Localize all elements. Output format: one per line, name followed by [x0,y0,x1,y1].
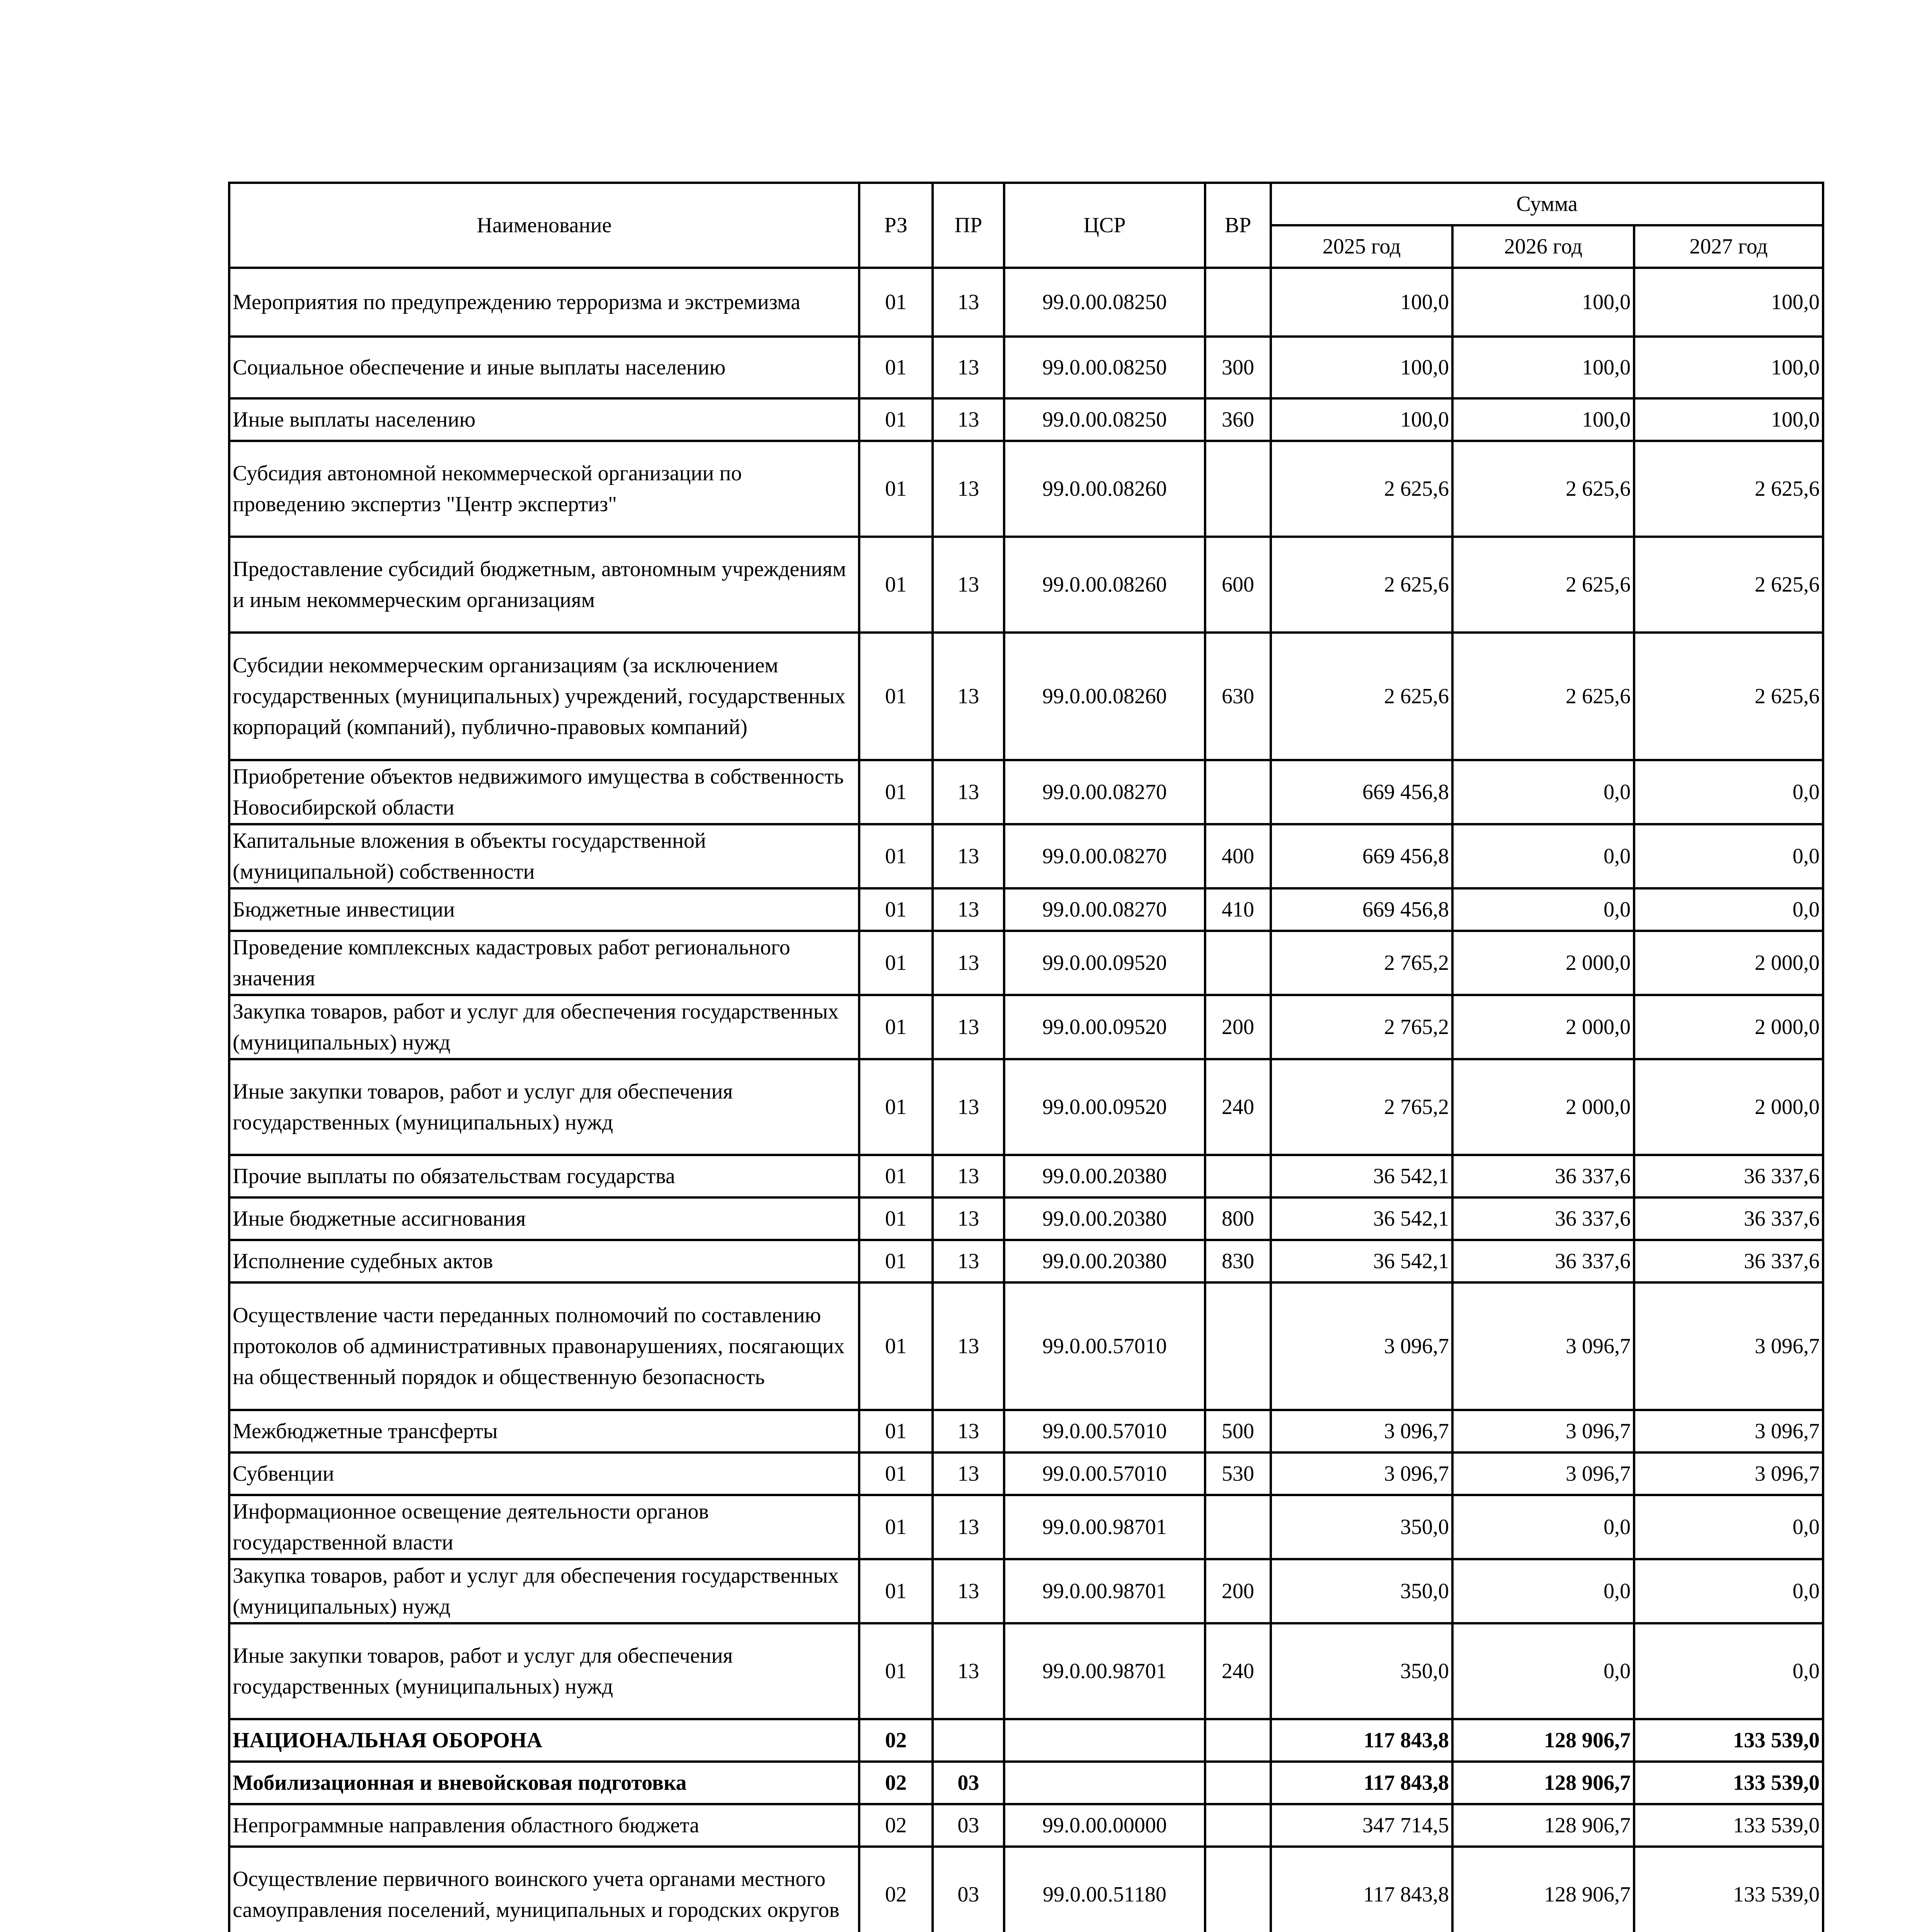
cell-2027: 133 539,0 [1634,1719,1823,1762]
cell-vr: 600 [1205,537,1271,633]
cell-csr: 99.0.00.20380 [1004,1197,1205,1240]
cell-2026: 0,0 [1452,888,1634,931]
cell-vr: 530 [1205,1452,1271,1495]
header-year-2025: 2025 год [1271,225,1452,268]
cell-2026: 3 096,7 [1452,1410,1634,1452]
cell-rz: 01 [859,824,933,888]
budget-table [228,182,1824,1932]
table-row [229,1762,1823,1804]
cell-vr: 630 [1205,633,1271,760]
cell-csr: 99.0.00.08250 [1004,268,1205,337]
cell-rz: 01 [859,1559,933,1623]
cell-rz: 02 [859,1847,933,1932]
cell-vr: 410 [1205,888,1271,931]
header-csr: ЦСР [1004,183,1205,268]
cell-vr: 200 [1205,1559,1271,1623]
table-row [229,1804,1823,1847]
cell-2026: 100,0 [1452,268,1634,337]
cell-csr: 99.0.00.08260 [1004,441,1205,537]
cell-name: Межбюджетные трансферты [229,1410,859,1452]
cell-vr: 200 [1205,995,1271,1059]
cell-csr: 99.0.00.20380 [1004,1240,1205,1282]
cell-vr [1205,760,1271,824]
cell-rz: 01 [859,760,933,824]
cell-name: Закупка товаров, работ и услуг для обеспечения государственных (муниципальных) нужд [229,995,859,1059]
cell-2026: 2 000,0 [1452,1059,1634,1155]
cell-2027: 2 000,0 [1634,1059,1823,1155]
cell-2026: 0,0 [1452,760,1634,824]
cell-2027: 3 096,7 [1634,1452,1823,1495]
cell-2027: 3 096,7 [1634,1282,1823,1410]
cell-name: Прочие выплаты по обязательствам государства [229,1155,859,1197]
cell-pr: 13 [933,1059,1004,1155]
cell-2027: 100,0 [1634,337,1823,398]
cell-2025: 36 542,1 [1271,1197,1452,1240]
cell-2025: 100,0 [1271,398,1452,441]
cell-csr: 99.0.00.98701 [1004,1495,1205,1559]
table-row [229,824,1823,888]
cell-2027: 0,0 [1634,760,1823,824]
cell-pr: 03 [933,1762,1004,1804]
cell-2027: 2 625,6 [1634,537,1823,633]
cell-csr: 99.0.00.08250 [1004,337,1205,398]
cell-2026: 2 625,6 [1452,441,1634,537]
cell-name: Исполнение судебных актов [229,1240,859,1282]
cell-2027: 0,0 [1634,1495,1823,1559]
cell-rz: 01 [859,995,933,1059]
cell-2027: 100,0 [1634,268,1823,337]
cell-pr: 13 [933,824,1004,888]
cell-csr: 99.0.00.08270 [1004,888,1205,931]
cell-rz: 01 [859,633,933,760]
cell-rz: 01 [859,268,933,337]
cell-2026: 128 906,7 [1452,1762,1634,1804]
cell-rz: 02 [859,1804,933,1847]
cell-name: Осуществление первичного воинского учета органами местного самоуправления поселений, муниципальных и городских округов [229,1847,859,1932]
cell-pr: 13 [933,1623,1004,1719]
cell-pr: 03 [933,1847,1004,1932]
cell-rz: 01 [859,398,933,441]
cell-rz: 01 [859,1410,933,1452]
cell-2026: 0,0 [1452,1559,1634,1623]
cell-vr: 300 [1205,337,1271,398]
cell-csr: 99.0.00.98701 [1004,1559,1205,1623]
cell-2026: 100,0 [1452,337,1634,398]
cell-rz: 02 [859,1719,933,1762]
cell-2027: 36 337,6 [1634,1197,1823,1240]
cell-2026: 3 096,7 [1452,1452,1634,1495]
cell-name: Субсидия автономной некоммерческой организации по проведению экспертиз "Центр экспертиз" [229,441,859,537]
cell-vr [1205,268,1271,337]
table-row [229,1240,1823,1282]
cell-2027: 133 539,0 [1634,1762,1823,1804]
cell-2025: 2 765,2 [1271,1059,1452,1155]
cell-pr: 13 [933,888,1004,931]
table-row [229,441,1823,537]
cell-2025: 117 843,8 [1271,1847,1452,1932]
cell-vr: 400 [1205,824,1271,888]
cell-name: Осуществление части переданных полномочий по составлению протоколов об административных правонарушениях, посягающих на общественный порядок и общественную безопасность [229,1282,859,1410]
cell-2027: 2 000,0 [1634,995,1823,1059]
cell-name: Мероприятия по предупреждению терроризма и экстремизма [229,268,859,337]
cell-vr [1205,931,1271,995]
cell-2025: 3 096,7 [1271,1282,1452,1410]
cell-2027: 0,0 [1634,824,1823,888]
table-row [229,1559,1823,1623]
header-year-2026: 2026 год [1452,225,1634,268]
cell-rz: 01 [859,931,933,995]
table-row [229,1059,1823,1155]
table-row [229,760,1823,824]
cell-2027: 2 625,6 [1634,633,1823,760]
cell-name: Информационное освещение деятельности органов государственной власти [229,1495,859,1559]
cell-rz: 01 [859,337,933,398]
cell-rz: 01 [859,1155,933,1197]
cell-2026: 2 000,0 [1452,931,1634,995]
cell-2025: 669 456,8 [1271,760,1452,824]
cell-rz: 01 [859,1197,933,1240]
cell-2026: 0,0 [1452,1495,1634,1559]
header-pr: ПР [933,183,1004,268]
cell-pr: 13 [933,1155,1004,1197]
cell-pr: 13 [933,1282,1004,1410]
cell-csr [1004,1762,1205,1804]
table-row [229,537,1823,633]
cell-vr: 500 [1205,1410,1271,1452]
cell-rz: 01 [859,1282,933,1410]
cell-csr: 99.0.00.08250 [1004,398,1205,441]
cell-2027: 3 096,7 [1634,1410,1823,1452]
cell-pr: 13 [933,1559,1004,1623]
cell-csr: 99.0.00.08260 [1004,633,1205,760]
cell-2025: 2 765,2 [1271,995,1452,1059]
cell-2027: 100,0 [1634,398,1823,441]
cell-name: НАЦИОНАЛЬНАЯ ОБОРОНА [229,1719,859,1762]
header-name: Наименование [229,183,859,268]
header-sum: Сумма [1271,183,1823,225]
cell-2027: 133 539,0 [1634,1847,1823,1932]
cell-pr: 13 [933,1452,1004,1495]
cell-vr: 800 [1205,1197,1271,1240]
cell-csr [1004,1719,1205,1762]
cell-rz: 01 [859,1240,933,1282]
cell-vr [1205,1155,1271,1197]
cell-csr: 99.0.00.08260 [1004,537,1205,633]
table-row [229,1452,1823,1495]
cell-2025: 2 625,6 [1271,537,1452,633]
cell-csr: 99.0.00.57010 [1004,1410,1205,1452]
cell-2025: 669 456,8 [1271,824,1452,888]
cell-name: Социальное обеспечение и иные выплаты населению [229,337,859,398]
header-vr: ВР [1205,183,1271,268]
cell-name: Бюджетные инвестиции [229,888,859,931]
cell-name: Иные закупки товаров, работ и услуг для обеспечения государственных (муниципальных) нужд [229,1059,859,1155]
cell-name: Непрограммные направления областного бюджета [229,1804,859,1847]
cell-csr: 99.0.00.00000 [1004,1804,1205,1847]
cell-2027: 36 337,6 [1634,1240,1823,1282]
cell-vr: 240 [1205,1623,1271,1719]
cell-rz: 01 [859,441,933,537]
cell-name: Проведение комплексных кадастровых работ регионального значения [229,931,859,995]
cell-2027: 0,0 [1634,1559,1823,1623]
header-rz: РЗ [859,183,933,268]
cell-csr: 99.0.00.98701 [1004,1623,1205,1719]
cell-rz: 01 [859,1452,933,1495]
header-year-2027: 2027 год [1634,225,1823,268]
cell-name: Субвенции [229,1452,859,1495]
cell-pr: 13 [933,1240,1004,1282]
cell-2027: 133 539,0 [1634,1804,1823,1847]
cell-pr: 13 [933,995,1004,1059]
cell-vr: 830 [1205,1240,1271,1282]
table-row [229,398,1823,441]
table-row [229,1197,1823,1240]
cell-pr: 13 [933,398,1004,441]
cell-pr: 13 [933,1495,1004,1559]
table-row [229,1155,1823,1197]
cell-name: Иные закупки товаров, работ и услуг для обеспечения государственных (муниципальных) нужд [229,1623,859,1719]
cell-rz: 01 [859,1495,933,1559]
cell-csr: 99.0.00.09520 [1004,995,1205,1059]
cell-name: Иные бюджетные ассигнования [229,1197,859,1240]
cell-2025: 2 625,6 [1271,633,1452,760]
cell-rz: 02 [859,1762,933,1804]
cell-csr: 99.0.00.51180 [1004,1847,1205,1932]
cell-pr: 13 [933,337,1004,398]
table-row [229,1282,1823,1410]
table-row [229,337,1823,398]
cell-2027: 2 000,0 [1634,931,1823,995]
cell-csr: 99.0.00.09520 [1004,1059,1205,1155]
cell-2026: 2 625,6 [1452,633,1634,760]
cell-2026: 2 625,6 [1452,537,1634,633]
cell-2027: 0,0 [1634,1623,1823,1719]
cell-name: Приобретение объектов недвижимого имущества в собственность Новосибирской области [229,760,859,824]
cell-2026: 0,0 [1452,824,1634,888]
cell-2025: 3 096,7 [1271,1452,1452,1495]
cell-vr [1205,441,1271,537]
cell-csr: 99.0.00.57010 [1004,1282,1205,1410]
cell-vr [1205,1282,1271,1410]
cell-2025: 100,0 [1271,337,1452,398]
cell-2025: 350,0 [1271,1495,1452,1559]
cell-2027: 2 625,6 [1634,441,1823,537]
cell-pr: 13 [933,537,1004,633]
cell-2026: 2 000,0 [1452,995,1634,1059]
cell-vr [1205,1804,1271,1847]
table-row [229,995,1823,1059]
cell-name: Иные выплаты населению [229,398,859,441]
cell-2026: 100,0 [1452,398,1634,441]
cell-2025: 350,0 [1271,1623,1452,1719]
cell-2025: 350,0 [1271,1559,1452,1623]
cell-2026: 3 096,7 [1452,1282,1634,1410]
cell-2026: 128 906,7 [1452,1847,1634,1932]
cell-2025: 117 843,8 [1271,1762,1452,1804]
table-row [229,1623,1823,1719]
cell-pr [933,1719,1004,1762]
table-header [229,183,1823,268]
cell-rz: 01 [859,1623,933,1719]
cell-name: Субсидии некоммерческим организациям (за исключением государственных (муниципальных) учреждений, государственных корпораций (компаний), публично-правовых компаний) [229,633,859,760]
cell-rz: 01 [859,537,933,633]
cell-vr: 360 [1205,398,1271,441]
cell-2026: 36 337,6 [1452,1197,1634,1240]
cell-pr: 13 [933,760,1004,824]
cell-2025: 669 456,8 [1271,888,1452,931]
table-row [229,1847,1823,1932]
cell-pr: 13 [933,268,1004,337]
cell-pr: 03 [933,1804,1004,1847]
cell-name: Предоставление субсидий бюджетным, автономным учреждениям и иным некоммерческим организациям [229,537,859,633]
table-row [229,268,1823,337]
cell-2026: 128 906,7 [1452,1804,1634,1847]
cell-pr: 13 [933,441,1004,537]
cell-csr: 99.0.00.08270 [1004,824,1205,888]
cell-2025: 36 542,1 [1271,1155,1452,1197]
cell-2025: 2 765,2 [1271,931,1452,995]
table-row [229,1410,1823,1452]
cell-2027: 36 337,6 [1634,1155,1823,1197]
table-row [229,931,1823,995]
cell-2025: 100,0 [1271,268,1452,337]
cell-csr: 99.0.00.08270 [1004,760,1205,824]
cell-pr: 13 [933,931,1004,995]
cell-2025: 3 096,7 [1271,1410,1452,1452]
cell-name: Мобилизационная и вневойсковая подготовка [229,1762,859,1804]
cell-vr: 240 [1205,1059,1271,1155]
cell-2025: 117 843,8 [1271,1719,1452,1762]
cell-pr: 13 [933,633,1004,760]
cell-csr: 99.0.00.20380 [1004,1155,1205,1197]
cell-name: Капитальные вложения в объекты государственной (муниципальной) собственности [229,824,859,888]
cell-2025: 2 625,6 [1271,441,1452,537]
cell-2026: 0,0 [1452,1623,1634,1719]
table-body [229,268,1823,1932]
cell-csr: 99.0.00.57010 [1004,1452,1205,1495]
cell-rz: 01 [859,1059,933,1155]
cell-2026: 36 337,6 [1452,1155,1634,1197]
cell-pr: 13 [933,1197,1004,1240]
cell-vr [1205,1719,1271,1762]
cell-rz: 01 [859,888,933,931]
cell-csr: 99.0.00.09520 [1004,931,1205,995]
cell-name: Закупка товаров, работ и услуг для обеспечения государственных (муниципальных) нужд [229,1559,859,1623]
table-row [229,888,1823,931]
cell-vr [1205,1847,1271,1932]
cell-2026: 128 906,7 [1452,1719,1634,1762]
cell-2025: 347 714,5 [1271,1804,1452,1847]
cell-2026: 36 337,6 [1452,1240,1634,1282]
table-row [229,1495,1823,1559]
cell-2025: 36 542,1 [1271,1240,1452,1282]
cell-vr [1205,1762,1271,1804]
cell-2027: 0,0 [1634,888,1823,931]
cell-vr [1205,1495,1271,1559]
table-row [229,633,1823,760]
table-row [229,1719,1823,1762]
cell-pr: 13 [933,1410,1004,1452]
